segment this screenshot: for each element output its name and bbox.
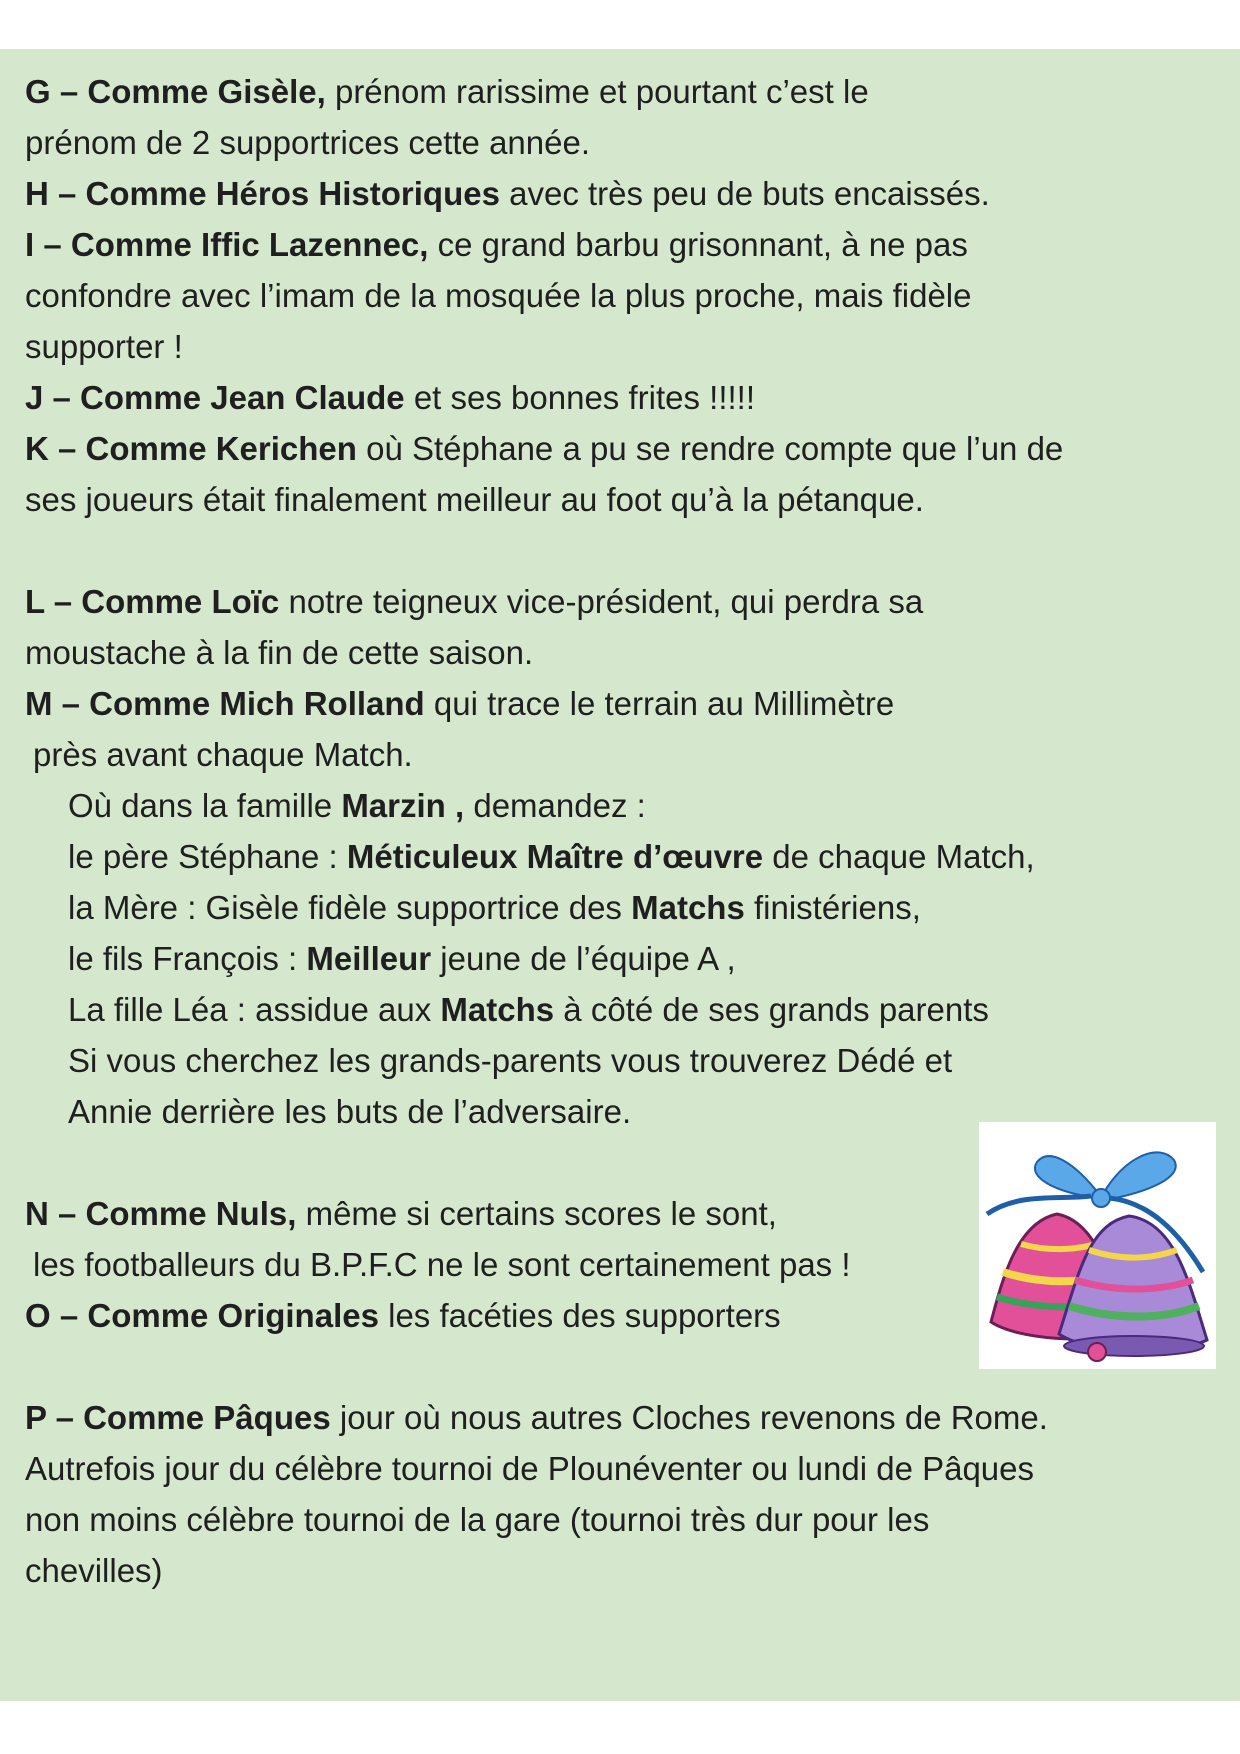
paragraph-p-cont: Autrefois jour du célèbre tournoi de Plounéventer ou lundi de Pâques: [25, 1450, 1035, 1487]
family-line-intro: Où dans la famille Marzin , demandez :: [68, 787, 646, 824]
paragraph-m: M – Comme Mich Rolland qui trace le terrain au Millimètre: [25, 685, 895, 722]
paragraph-h: H – Comme Héros Historiques avec très peu de buts encaissés.: [25, 175, 990, 212]
family-line-son: le fils François : Meilleur jeune de l’équipe A ,: [68, 940, 736, 977]
paragraph-k-cont: ses joueurs était finalement meilleur au foot qu’à la pétanque.: [25, 481, 924, 518]
paragraph-g-cont: prénom de 2 supportrices cette année.: [25, 124, 591, 161]
paragraph-i: I – Comme Iffic Lazennec, ce grand barbu grisonnant, à ne pas: [25, 226, 968, 263]
paragraph-n: N – Comme Nuls, même si certains scores le sont,: [25, 1195, 777, 1232]
paragraph-p-cont3: chevilles): [25, 1552, 163, 1589]
paragraph-p-cont2: non moins célèbre tournoi de la gare (tournoi très dur pour les: [25, 1501, 930, 1538]
spacer: [25, 525, 1215, 576]
paragraph-o: O – Comme Originales les facéties des supporters: [25, 1297, 781, 1334]
paragraph-l: L – Comme Loïc notre teigneux vice-président, qui perdra sa: [25, 583, 924, 620]
family-line-father: le père Stéphane : Méticuleux Maître d’œuvre de chaque Match,: [68, 838, 1035, 875]
family-line-grandparents: Si vous cherchez les grands-parents vous trouverez Dédé et: [68, 1042, 953, 1079]
paragraph-p: P – Comme Pâques jour où nous autres Cloches revenons de Rome.: [25, 1399, 1048, 1436]
paragraph-l-cont: moustache à la fin de cette saison.: [25, 634, 534, 671]
paragraph-k: K – Comme Kerichen où Stéphane a pu se rendre compte que l’un de: [25, 430, 1064, 467]
family-line-mother: la Mère : Gisèle fidèle supportrice des Matchs finistériens,: [68, 889, 921, 926]
paragraph-i-cont: confondre avec l’imam de la mosquée la plus proche, mais fidèle: [25, 277, 972, 314]
easter-bells-icon: [979, 1122, 1216, 1369]
paragraph-i-cont2: supporter !: [25, 328, 183, 365]
paragraph-j: J – Comme Jean Claude et ses bonnes frites !!!!!: [25, 379, 755, 416]
paragraph-g: G – Comme Gisèle, prénom rarissime et pourtant c’est le: [25, 73, 869, 110]
paragraph-n-cont: les footballeurs du B.P.F.C ne le sont certainement pas !: [33, 1246, 851, 1283]
family-line-grandparents-cont: Annie derrière les buts de l’adversaire.: [68, 1093, 632, 1130]
paragraph-m-cont: près avant chaque Match.: [33, 736, 413, 773]
family-line-daughter: La fille Léa : assidue aux Matchs à côté de ses grands parents: [68, 991, 989, 1028]
